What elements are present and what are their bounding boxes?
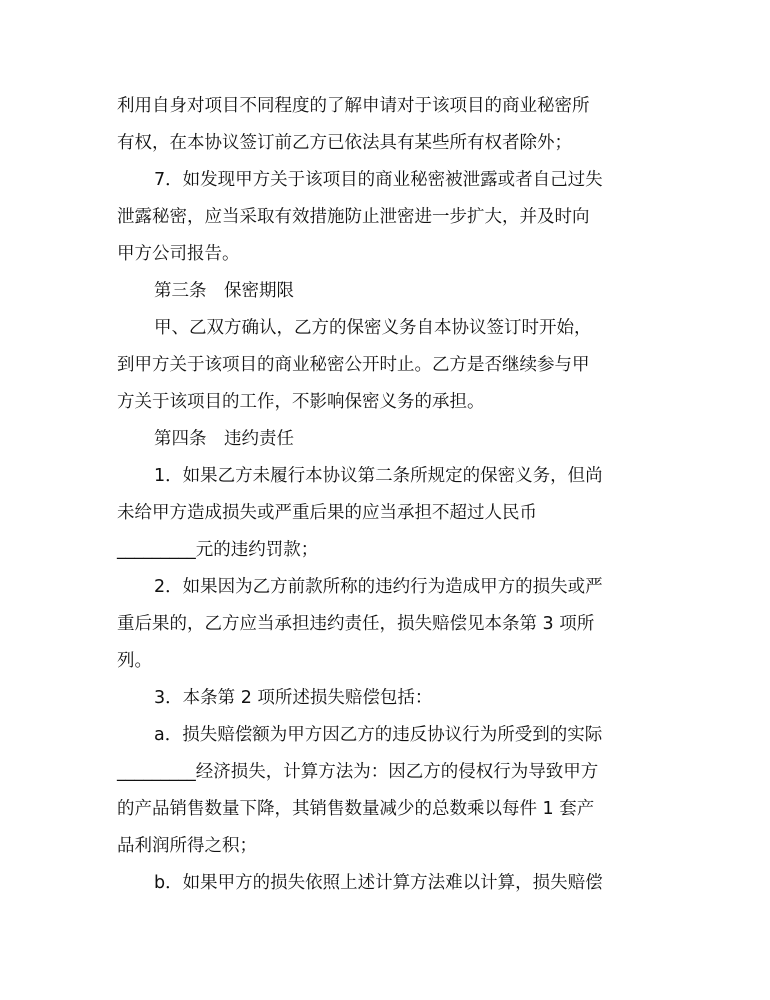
text-line: _________元的违约罚款； <box>117 540 319 560</box>
text-line: 方关于该项目的工作，不影响保密义务的承担。 <box>117 392 485 412</box>
text-line: 利用自身对项目不同程度的了解申请对于该项目的商业秘密所 <box>117 96 590 116</box>
text-line: a．损失赔偿额为甲方因乙方的违反协议行为所受到的实际 <box>154 725 603 745</box>
text-line: 品利润所得之积； <box>117 836 257 856</box>
document-body <box>117 88 662 902</box>
text-line: b．如果甲方的损失依照上述计算方法难以计算，损失赔偿 <box>154 873 603 893</box>
text-line: 7．如发现甲方关于该项目的商业秘密被泄露或者自己过失 <box>154 170 603 190</box>
text-line: 的产品销售数量下降，其销售数量减少的总数乘以每件 1 套产 <box>117 799 595 819</box>
text-line: _________经济损失，计算方法为：因乙方的侵权行为导致甲方 <box>117 762 599 782</box>
text-line: 甲方公司报告。 <box>117 244 240 264</box>
text-line: 泄露秘密，应当采取有效措施防止泄密进一步扩大，并及时向 <box>117 207 590 227</box>
text-line: 3．本条第 2 项所述损失赔偿包括： <box>154 688 433 708</box>
section-heading: 第三条 保密期限 <box>154 281 294 301</box>
text-line: 2．如果因为乙方前款所称的违约行为造成甲方的损失或严 <box>154 577 603 597</box>
text-line: 有权，在本协议签订前乙方已依法具有某些所有权者除外； <box>117 133 572 153</box>
text-line: 甲、乙双方确认，乙方的保密义务自本协议签订时开始， <box>154 318 592 338</box>
text-line: 列。 <box>117 651 152 671</box>
text-line: 1．如果乙方未履行本协议第二条所规定的保密义务，但尚 <box>154 466 603 486</box>
text-line: 到甲方关于该项目的商业秘密公开时止。乙方是否继续参与甲 <box>117 355 590 375</box>
section-heading: 第四条 违约责任 <box>154 429 294 449</box>
text-line: 未给甲方造成损失或严重后果的应当承担不超过人民币 <box>117 503 537 523</box>
text-line: 重后果的，乙方应当承担违约责任，损失赔偿见本条第 3 项所 <box>117 614 595 634</box>
